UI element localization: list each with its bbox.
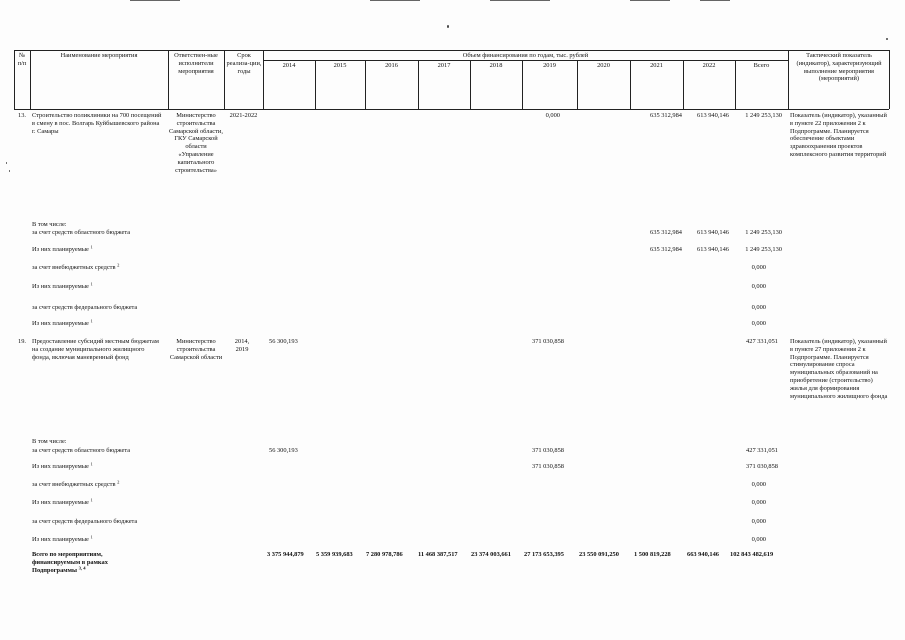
- sub-value-2014: 56 300,193: [269, 447, 298, 454]
- value-2019: 371 030,858: [532, 338, 564, 345]
- sub-value-2022: 613 940,146: [697, 229, 729, 236]
- sub-value-total: 0,000: [751, 499, 766, 506]
- sub-value-total: 0,000: [751, 304, 766, 311]
- value-total: 1 249 253,130: [745, 112, 782, 119]
- sub-label: за счет средств областного бюджета: [32, 229, 131, 236]
- indicator-text: Показатель (индикатор), указанный в пункте 27 приложения 2 к Подпрограмме. Планируется стимулирование спроса муниципальных образований на приобретение (строительство) жилья для формирования муниципального жилищного фонда: [790, 338, 888, 400]
- scan-artifact-line: [630, 0, 670, 1]
- total-all: 102 843 482,619: [730, 551, 774, 558]
- sub-label: за счет внебюджетных средств $^2$: [32, 262, 120, 271]
- sub-value-total: 1 249 253,130: [745, 229, 782, 236]
- scan-speck: [9, 170, 10, 172]
- total-2020: 23 550 091,250: [579, 551, 619, 558]
- totals-label: Всего по мероприятиям, финансируемым в рамках Подпрограммы $^{3, 4}$: [32, 551, 108, 574]
- sub-value-2022: 613 940,146: [697, 246, 729, 253]
- scan-speck: [886, 38, 888, 40]
- header-year: 2019: [543, 62, 556, 69]
- responsible-executor: Министерство строительства Самарской области, ГКУ Самарской области «Управление капитального строительства»: [169, 112, 223, 174]
- sub-label: Из них планируемые $^1$: [32, 281, 93, 290]
- sub-value-total: 371 030,858: [746, 463, 778, 470]
- scan-speck: [6, 162, 7, 164]
- header-name: Наименование мероприятия: [60, 52, 138, 59]
- sub-value-2019: 371 030,858: [532, 463, 564, 470]
- total-2018: 23 374 003,661: [471, 551, 511, 558]
- row-number: 13.: [18, 112, 26, 119]
- value-2021: 635 312,984: [650, 112, 682, 119]
- sub-value-2019: 371 030,858: [532, 447, 564, 454]
- header-year: 2015: [333, 62, 347, 69]
- value-total: 427 331,051: [746, 338, 778, 345]
- header-indicator: Тактический показатель (индикатор), характеризующий выполнение мероприятия (мероприятий): [796, 52, 882, 83]
- scan-artifact-line: [370, 0, 420, 1]
- header-year: 2016: [385, 62, 398, 69]
- sub-value-2021: 635 312,984: [650, 229, 682, 236]
- total-2021: 1 500 819,228: [634, 551, 671, 558]
- header-year: 2022: [702, 62, 716, 69]
- header-year: 2014: [282, 62, 296, 69]
- total-2017: 11 468 387,517: [418, 551, 458, 558]
- sub-value-total: 0,000: [751, 481, 766, 488]
- header-responsible: Ответствен-ные исполнители мероприятия: [174, 52, 218, 75]
- activity-name: Предоставление субсидий местным бюджетам на создание муниципального жилищного фонда, включая маневренный фонд: [32, 338, 159, 361]
- total-2016: 7 280 978,786: [366, 551, 403, 558]
- header-year: 2020: [597, 62, 610, 69]
- total-2019: 27 173 653,395: [524, 551, 564, 558]
- sub-label: Из них планируемые $^1$: [32, 318, 93, 327]
- sub-value-total: 0,000: [751, 518, 766, 525]
- sub-value-2021: 635 312,984: [650, 246, 682, 253]
- activity-name: Строительство поликлиники на 700 посещений в смену в пос. Волгарь Куйбышевского района г. Самары: [32, 112, 162, 135]
- header-year: 2021: [650, 62, 663, 69]
- implementation-term: 2014, 2019: [234, 338, 250, 353]
- sub-label: В том числе:: [32, 221, 67, 228]
- sub-label: за счет внебюджетных средств $^2$: [32, 479, 120, 488]
- sub-label: Из них планируемые $^1$: [32, 244, 93, 253]
- implementation-term: 2021-2022: [229, 112, 258, 119]
- header-term: Срок реализа-ции, годы: [226, 52, 262, 75]
- header-total: Всего: [753, 62, 770, 69]
- header-finance: Объем финансирования по годам, тыс. рублей: [462, 52, 589, 59]
- total-2014: 3 375 944,879: [267, 551, 304, 558]
- sub-value-total: 0,000: [751, 320, 766, 327]
- sub-label: за счет средств федерального бюджета: [32, 518, 138, 525]
- indicator-text: Показатель (индикатор), указанный в пункте 22 приложения 2 к Подпрограмме. Планируется обеспечение объектами здравоохранения проектов комплексного развития территорий: [790, 112, 887, 159]
- scan-artifact-line: [490, 0, 550, 1]
- scan-speck: [447, 25, 449, 28]
- value-2019: 0,000: [545, 112, 560, 119]
- sub-value-total: 427 331,051: [746, 447, 778, 454]
- sub-label: В том числе:: [32, 438, 67, 445]
- responsible-executor: Министерство строительства Самарской области: [169, 338, 223, 361]
- sub-label: Из них планируемые $^1$: [32, 534, 93, 543]
- value-2014: 56 300,193: [269, 338, 298, 345]
- sub-label: Из них планируемые $^1$: [32, 497, 93, 506]
- header-year: 2017: [437, 62, 451, 69]
- sub-value-total: 0,000: [751, 283, 766, 290]
- header-year: 2018: [489, 62, 503, 69]
- sub-label: Из них планируемые $^1$: [32, 461, 93, 470]
- sub-label: за счет средств областного бюджета: [32, 447, 131, 454]
- scan-artifact-line: [130, 0, 180, 1]
- value-2022: 613 940,146: [697, 112, 729, 119]
- sub-value-total: 0,000: [751, 264, 766, 271]
- sub-value-total: 1 249 253,130: [745, 246, 782, 253]
- total-2022: 663 940,146: [687, 551, 719, 558]
- scan-artifact-line: [700, 0, 730, 1]
- total-2015: 5 359 939,683: [316, 551, 353, 558]
- sub-value-total: 0,000: [751, 536, 766, 543]
- header-num: № п/п: [17, 52, 27, 67]
- row-number: 19.: [18, 338, 26, 345]
- sub-label: за счет средств федерального бюджета: [32, 304, 138, 311]
